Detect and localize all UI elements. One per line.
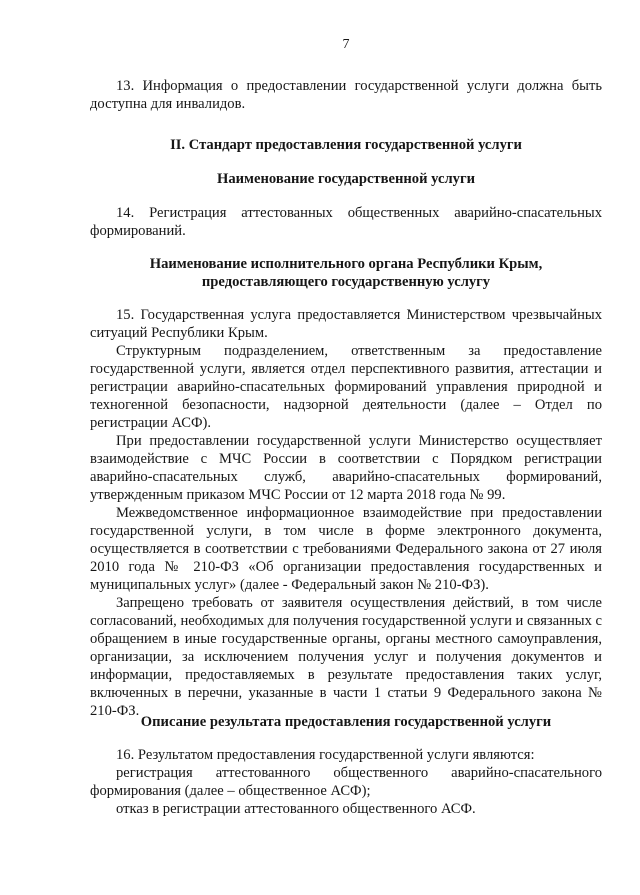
result-heading bbox=[90, 713, 602, 731]
heading-text: Описание результата предоставления государственной услуги bbox=[140, 714, 552, 730]
paragraph-text: 13. Информация о предоставлении государственной услуги должна быть доступна для инвалидов. bbox=[90, 78, 602, 112]
section-2-title bbox=[90, 136, 602, 154]
paragraph-16 bbox=[90, 746, 602, 818]
paragraph-15 bbox=[90, 306, 602, 720]
paragraph-text: отказ в регистрации аттестованного общественного АСФ. bbox=[116, 801, 476, 817]
paragraph-text: 16. Результатом предоставления государственной услуги являются: bbox=[116, 747, 535, 763]
paragraph-text: Межведомственное информационное взаимодействие при предоставлении государственной услуги, в том числе в форме электронного документа, осуществляется в соответствии с требованиями Федерального закона от 27 июля 2010 года № 210-ФЗ «Об организации предоставления государственных и муниципальных услуг» (далее - Федеральный закон № 210-ФЗ). bbox=[90, 505, 602, 593]
heading-text: II. Стандарт предоставления государственной услуги bbox=[170, 137, 522, 153]
paragraph-text: 14. Регистрация аттестованных общественных аварийно-спасательных формирований. bbox=[90, 205, 602, 239]
heading-text: Наименование государственной услуги bbox=[217, 171, 475, 187]
service-name-heading bbox=[90, 170, 602, 188]
page-number: 7 bbox=[342, 37, 350, 52]
paragraph-14 bbox=[90, 204, 602, 240]
authority-heading bbox=[90, 255, 602, 291]
heading-line-2: предоставляющего государственную услугу bbox=[201, 274, 491, 290]
paragraph-text: 15. Государственная услуга предоставляется Министерством чрезвычайных ситуаций Республики Крым. bbox=[90, 307, 602, 341]
paragraph-13 bbox=[90, 77, 602, 113]
paragraph-text: При предоставлении государственной услуги Министерство осуществляет взаимодействие с МЧС России в соответствии с Порядком регистрации аварийно-спасательных служб, аварийно-спасательных формирований, утвержденным приказом МЧС России от 12 марта 2018 года № 99. bbox=[90, 433, 602, 503]
heading-line-1: Наименование исполнительного органа Республики Крым, bbox=[149, 256, 543, 272]
paragraph-text: Запрещено требовать от заявителя осуществления действий, в том числе согласований, необходимых для получения государственной услуги и связанных с обращением в иные государственные органы, органы местного самоуправления, организации, за исключением получения услуг и получения документов и информации, предоставляемых в результате предоставления таких услуг, включенных в перечни, указанные в части 1 статьи 9 Федерального закона № 210-ФЗ. bbox=[90, 595, 602, 719]
paragraph-text: регистрация аттестованного общественного аварийно-спасательного формирования (далее – общественное АСФ); bbox=[90, 765, 602, 799]
paragraph-text: Структурным подразделением, ответственным за предоставление государственной услуги, является отдел перспективного развития, аттестации и регистрации аварийно-спасательных формирований управления природной и техногенной безопасности, надзорной деятельности (далее – Отдел по регистрации АСФ). bbox=[90, 343, 602, 431]
